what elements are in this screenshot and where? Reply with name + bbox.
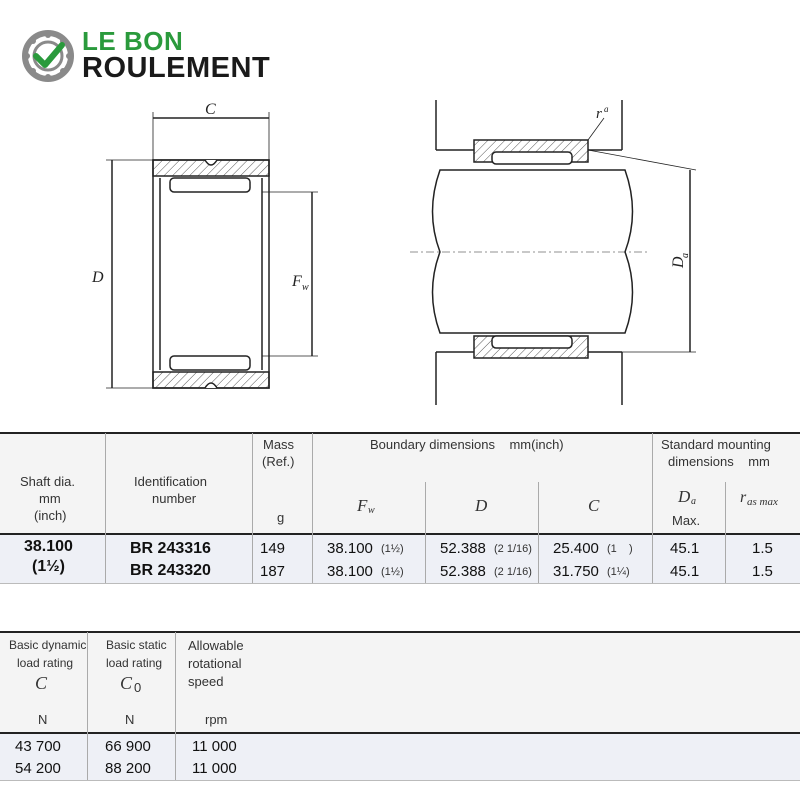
header-shaft-unit2: (inch) — [34, 508, 67, 523]
header-ident2: number — [152, 491, 197, 506]
ra-value: 1.5 — [752, 540, 773, 557]
header-da-max: Max. — [672, 513, 701, 528]
label-da-sub: a — [680, 253, 691, 258]
header-dynamic2: load rating — [17, 656, 74, 670]
header-std2: dimensions mm — [668, 454, 770, 469]
bearing-section-view — [106, 112, 318, 388]
static-value: 66 900 — [105, 738, 151, 755]
mass-value: 149 — [260, 540, 286, 557]
label-c: C — [205, 101, 216, 118]
mounted-view — [410, 100, 696, 405]
header-fw: F — [357, 496, 368, 515]
shaft-dia-inch: (1½) — [32, 558, 65, 575]
header-static2: load rating — [106, 656, 163, 670]
bearing-check-icon — [22, 30, 74, 82]
header-c: C — [588, 496, 600, 515]
brand-logo — [22, 26, 302, 86]
header-dynamic-unit: N — [38, 712, 48, 727]
header-mass2: (Ref.) — [262, 454, 295, 469]
dynamic-value: 54 200 — [15, 760, 61, 777]
header-d: D — [475, 496, 488, 515]
label-d: D — [92, 269, 104, 286]
header-speed3: speed — [188, 674, 224, 689]
fw-inch: (1½) — [381, 566, 404, 578]
da-value: 45.1 — [670, 540, 700, 557]
header-boundary: Boundary dimensions mm(inch) — [370, 437, 564, 452]
header-shaft-unit: mm — [39, 491, 61, 506]
d-value: 52.388 — [440, 563, 486, 580]
header-std: Standard mounting — [661, 437, 771, 452]
header-fw-sub: w — [368, 505, 375, 516]
header-ra: r — [740, 489, 747, 506]
brand-line2: ROULEMENT — [82, 52, 271, 84]
header-dynamic-symbol: C — [35, 673, 48, 693]
shaft-dia: 38.100 — [24, 538, 73, 555]
bearing-drawing — [0, 90, 800, 420]
speed-value: 11 000 — [192, 738, 237, 755]
da-value: 45.1 — [670, 563, 700, 580]
c-value: 25.400 — [553, 540, 599, 557]
header-static: Basic static — [106, 638, 167, 652]
c-inch: (1¼) — [607, 566, 630, 578]
header-static-unit: N — [125, 712, 135, 727]
header-da: D — [678, 487, 691, 506]
ra-value: 1.5 — [752, 563, 773, 580]
header-shaft: Shaft dia. — [20, 474, 75, 489]
c-inch: (1 ) — [607, 543, 633, 555]
d-inch: (2 1/16) — [494, 543, 532, 555]
c-value: 31.750 — [553, 563, 599, 580]
ident-number: BR 243316 — [130, 540, 211, 557]
header-ident: Identification — [134, 474, 207, 489]
header-ra-sub: as max — [747, 496, 778, 508]
header-speed2: rotational — [188, 656, 242, 671]
header-mass-unit: g — [277, 510, 285, 525]
header-speed-unit: rpm — [205, 712, 228, 727]
d-value: 52.388 — [440, 540, 486, 557]
header-speed: Allowable — [188, 638, 244, 653]
label-fw: F — [292, 273, 302, 290]
header-dynamic: Basic dynamic — [9, 638, 87, 652]
fw-value: 38.100 — [327, 540, 373, 557]
label-da: D — [670, 256, 687, 268]
brand-line1: LE BON — [82, 26, 184, 56]
label-ra: r — [596, 106, 602, 122]
fw-inch: (1½) — [381, 543, 404, 555]
header-mass: Mass — [263, 437, 295, 452]
header-da-sub: a — [691, 496, 696, 507]
d-inch: (2 1/16) — [494, 566, 532, 578]
fw-value: 38.100 — [327, 563, 373, 580]
label-fw-sub: w — [302, 282, 309, 293]
header-static-sub: 0 — [134, 680, 142, 695]
label-ra-sub: a — [604, 104, 609, 114]
speed-value: 11 000 — [192, 760, 237, 777]
static-value: 88 200 — [105, 760, 151, 777]
mass-value: 187 — [260, 563, 286, 580]
ident-number: BR 243320 — [130, 562, 211, 579]
header-static-symbol: C — [120, 673, 133, 693]
dynamic-value: 43 700 — [15, 738, 61, 755]
